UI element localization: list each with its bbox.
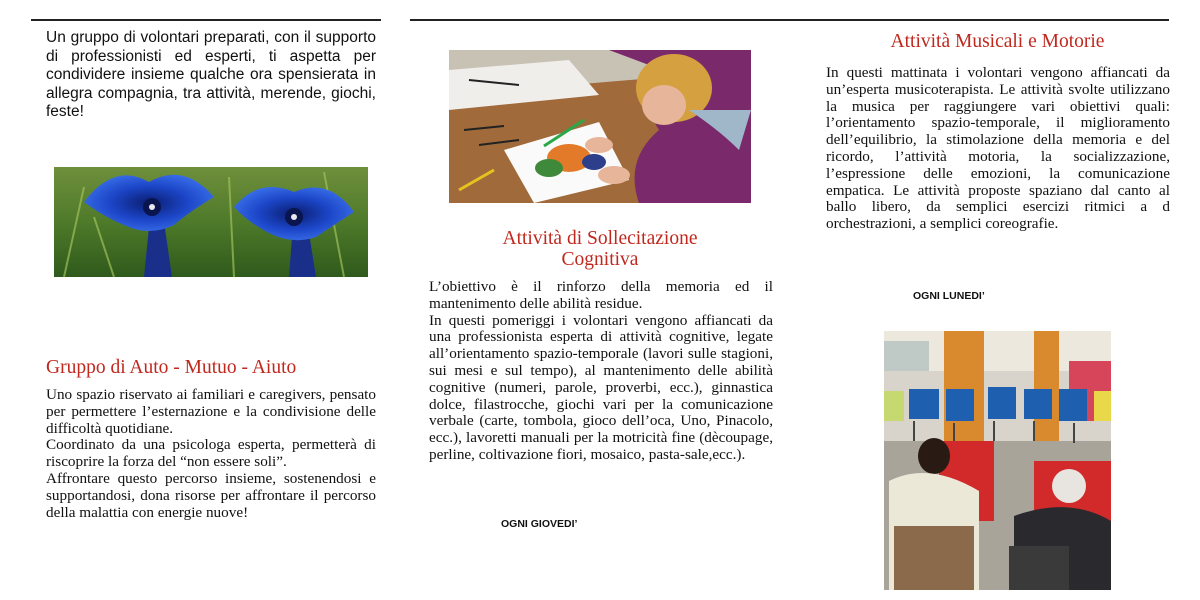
schedule-lunedi: OGNI LUNEDI’ xyxy=(913,290,985,302)
title-line-1: Attività di Sollecitazione xyxy=(502,228,698,249)
auto-paragraph-2: Coordinato da una psicologa esperta, permetterà di riscoprire la forza del “non essere soli”. xyxy=(46,436,376,471)
gentian-flowers-photo xyxy=(54,167,368,277)
sollecitazione-body xyxy=(429,279,773,464)
auto-mutuo-aiuto-title: Gruppo di Auto - Mutuo - Aiuto xyxy=(46,357,297,378)
auto-paragraph-1: Uno spazio riservato ai familiari e caregivers, pensato per permettere l’esternazione e la condivisione delle difficoltà quotidiane. xyxy=(46,386,376,437)
title-line-2: Cognitiva xyxy=(561,249,639,270)
sollecitazione-cognitiva-title xyxy=(425,228,775,270)
music-activity-photo xyxy=(884,331,1111,590)
cognitiva-paragraph-2: In questi pomeriggi i volontari vengono affiancati da una professionista esperta di attività cognitive, legate all’orientamento spazio-temporale (lavori sulle stagioni, sui mesi e sul tempo), al mantenimento delle abilità cognitive (numeri, parole, proverbi, ecc.), ginnastica dolce, filastrocche, giochi vari per la comunicazione verbale (carte, tombola, gioco dell’oca, Uno, Pinacolo, ecc.), lavoretti manuali per la motricità fine (dècoupage, perline, coltivazione fiori, mosaico, pasta-sale,ecc.). xyxy=(429,311,773,463)
schedule-giovedi: OGNI GIOVEDI’ xyxy=(501,518,578,530)
musicali-body xyxy=(826,65,1170,233)
coloring-activity-photo xyxy=(449,50,751,203)
auto-paragraph-3: Affrontare questo percorso insieme, sostenendosi e supportandosi, dona risorse per affrontare il percorso della malattia con energie nuove! xyxy=(46,469,376,521)
cognitiva-paragraph-1: L’obiettivo è il rinforzo della memoria ed il mantenimento delle abilità residue. xyxy=(429,278,773,312)
musicali-paragraph: In questi mattinata i volontari vengono affiancati da un’esperta musicoterapista. Le attività svolte utilizzano la musica per raggiungere vari obiettivi quali: l’orientamento spazio-temporale, il miglioramento dell’equilibrio, la stimolazione della memoria e del ricordo, l’attività motoria, la socializzazione, l’espressione delle emozioni, la comunicazione empatica. Le attività proposte spaziano dal canto al ballo libero, da semplici esercizi ritmici a d orchestrazioni, a semplici coreografie. xyxy=(826,64,1170,233)
auto-mutuo-aiuto-body xyxy=(46,387,376,521)
top-rule-right xyxy=(410,19,1169,21)
top-rule-left xyxy=(31,19,381,21)
intro-paragraph: Un gruppo di volontari preparati, con il supporto di professionisti ed esperti, ti aspetta per condividere insieme qualche ora spensierata in allegra compagnia, tra attività, merende, giochi, feste! xyxy=(46,29,376,121)
intro-text xyxy=(46,29,376,122)
musicali-motorie-title: Attività Musicali e Motorie xyxy=(890,31,1105,52)
